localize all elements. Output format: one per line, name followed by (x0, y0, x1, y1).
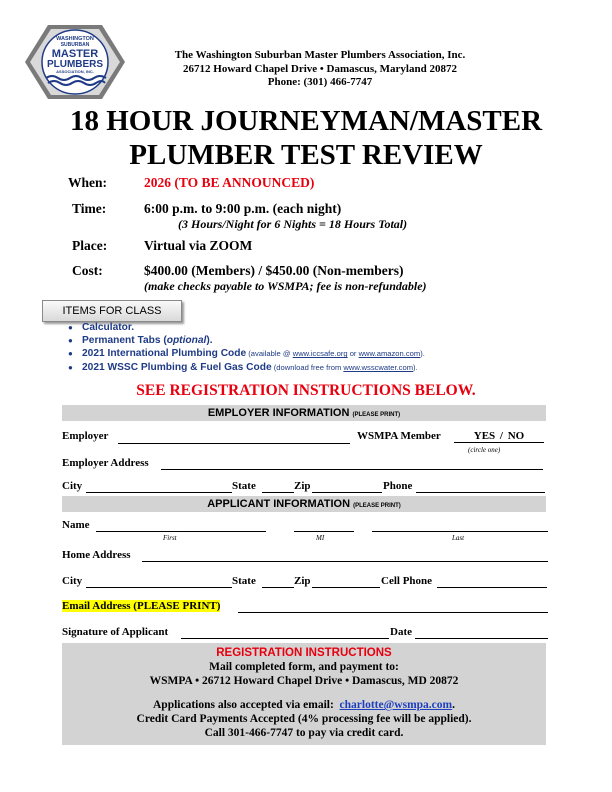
cost-value: $400.00 (Members) / $450.00 (Non-members) (144, 263, 404, 278)
applicant-city-field[interactable] (86, 587, 232, 588)
cost-note: (make checks payable to WSMPA; fee is non-refundable) (144, 279, 427, 293)
logo-line1: WASHINGTON (56, 36, 94, 42)
employer-zip-label: Zip (294, 480, 311, 492)
last-name-field[interactable] (372, 531, 548, 532)
member-separator: / (499, 430, 503, 442)
employer-state-field[interactable] (262, 492, 294, 493)
see-instructions-heading: SEE REGISTRATION INSTRUCTIONS BELOW. (136, 382, 476, 399)
member-yes-option[interactable]: YES (473, 430, 496, 442)
employer-phone-label: Phone (383, 480, 413, 492)
registration-email-end: . (452, 699, 455, 711)
member-yes-no[interactable] (454, 430, 544, 443)
last-caption: Last (452, 534, 465, 542)
item-ipc-end: ). (420, 349, 425, 359)
time-label: Time: (72, 201, 107, 216)
applicant-zip-label: Zip (294, 575, 311, 587)
when-value: 2026 (TO BE ANNOUNCED) (144, 175, 315, 190)
page-title (0, 104, 612, 172)
list-item (66, 347, 425, 360)
email-label: Email Address (PLEASE PRINT) (62, 600, 221, 612)
employer-label: Employer (62, 430, 109, 442)
email-field[interactable] (238, 612, 548, 613)
registration-line3 (62, 698, 546, 712)
logo-line5: ASSOCIATION, INC. (56, 69, 94, 74)
applicant-zip-field[interactable] (312, 587, 380, 588)
employer-city-field[interactable] (86, 492, 232, 493)
item-wssc-end: ). (413, 362, 418, 372)
registration-instructions (62, 643, 546, 745)
home-address-field[interactable] (142, 561, 548, 562)
logo-line4: PLUMBERS (46, 59, 104, 70)
registration-header: REGISTRATION INSTRUCTIONS (216, 647, 392, 659)
logo-line2: SUBURBAN (60, 42, 90, 48)
employer-header-note: (PLEASE PRINT) (352, 412, 401, 418)
time-value: 6:00 p.m. to 9:00 p.m. (each night) (144, 201, 342, 216)
applicant-city-label: City (62, 575, 83, 587)
employer-state-label: State (232, 480, 256, 492)
registration-line5: Call 301-466-7747 to pay via credit card. (204, 727, 404, 739)
cost-label: Cost: (72, 263, 103, 278)
employer-phone-field[interactable] (416, 492, 545, 493)
item-ipc: 2021 International Plumbing Code (82, 348, 247, 360)
registration-email-text: Applications also accepted via email: (153, 699, 340, 711)
date-label: Date (390, 626, 412, 638)
applicant-section-header (62, 496, 546, 512)
org-address: 26712 Howard Chapel Drive • Damascus, Maryland 20872 (183, 62, 457, 75)
applicant-state-field[interactable] (262, 587, 294, 588)
list-item (66, 361, 425, 374)
list-item (66, 321, 425, 334)
applicant-header-note: (PLEASE PRINT) (353, 503, 401, 509)
first-caption: First (163, 534, 177, 542)
amazon-link[interactable]: www.amazon.com (358, 349, 421, 359)
registration-email-link[interactable]: charlotte@wsmpa.com (339, 699, 453, 711)
item-ipc-note: (available @ (246, 349, 293, 359)
item-tabs-c: ). (206, 335, 213, 347)
cell-phone-field[interactable] (437, 587, 547, 588)
applicant-state-label: State (232, 575, 256, 587)
item-calculator: Calculator. (82, 322, 135, 333)
org-name: The Washington Suburban Master Plumbers Association, Inc. (174, 49, 466, 61)
mi-caption: MI (316, 534, 325, 542)
wsscwater-link[interactable]: www.wsscwater.com (343, 362, 414, 372)
org-info (130, 49, 510, 90)
cell-phone-label: Cell Phone (381, 575, 433, 587)
circle-one-caption: (circle one) (468, 446, 501, 454)
employer-field[interactable] (118, 443, 350, 444)
employer-city-label: City (62, 480, 83, 492)
middle-initial-field[interactable] (294, 531, 354, 532)
logo-line3: MASTER (51, 48, 99, 60)
when-label: When: (68, 175, 108, 190)
signature-field[interactable] (181, 638, 389, 639)
member-no-option[interactable]: NO (507, 430, 525, 442)
employer-address-label: Employer Address (62, 457, 149, 469)
employer-address-field[interactable] (161, 469, 543, 470)
employer-header-text: EMPLOYER INFORMATION (207, 407, 350, 419)
registration-line1: Mail completed form, and payment to: (209, 661, 399, 673)
employer-zip-field[interactable] (312, 492, 382, 493)
wsmpa-logo (24, 24, 126, 100)
applicant-header-text: APPLICANT INFORMATION (207, 498, 351, 510)
time-note: (3 Hours/Night for 6 Nights = 18 Hours Total) (178, 217, 408, 231)
name-label: Name (62, 519, 90, 531)
item-tabs-optional: optional (166, 335, 207, 347)
items-list (66, 321, 425, 374)
item-wssc: 2021 WSSC Plumbing & Fuel Gas Code (82, 361, 272, 373)
first-name-field[interactable] (96, 531, 266, 532)
date-field[interactable] (415, 638, 548, 639)
list-item (66, 334, 425, 347)
wsmpa-member-label: WSMPA Member (357, 430, 441, 442)
home-address-label: Home Address (62, 549, 131, 561)
place-value: Virtual via ZOOM (144, 238, 253, 253)
iccsafe-link[interactable]: www.iccsafe.org (292, 349, 348, 359)
org-phone: Phone: (301) 466-7747 (267, 76, 373, 88)
item-tabs-a: Permanent Tabs ( (82, 335, 167, 347)
items-for-class-button[interactable]: ITEMS FOR CLASS (42, 300, 182, 322)
title-line1: 18 HOUR JOURNEYMAN/MASTER (69, 105, 543, 137)
employer-section-header (62, 405, 546, 421)
place-label: Place: (72, 238, 108, 253)
item-ipc-or: or (347, 349, 359, 359)
item-wssc-note: (download free from (271, 362, 344, 372)
registration-line4: Credit Card Payments Accepted (4% processing fee will be applied). (136, 713, 472, 725)
signature-label: Signature of Applicant (62, 626, 169, 638)
title-line2: PLUMBER TEST REVIEW (129, 139, 483, 171)
registration-line2: WSMPA • 26712 Howard Chapel Drive • Damascus, MD 20872 (149, 675, 459, 687)
